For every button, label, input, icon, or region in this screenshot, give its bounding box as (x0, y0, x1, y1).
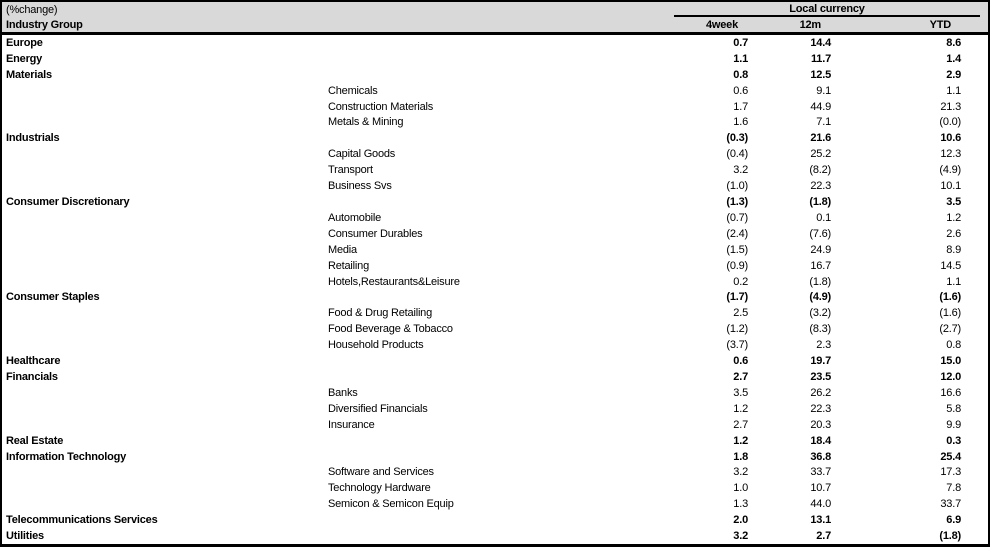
table-row (2, 369, 988, 385)
value-ytd: (1.6) (939, 291, 961, 304)
value-4week: (1.5) (726, 243, 748, 256)
row-label: Metals & Mining (328, 116, 404, 129)
value-4week: (1.7) (726, 291, 748, 304)
value-4week: (0.4) (726, 148, 748, 161)
value-ytd: 1.2 (946, 211, 961, 224)
row-label: Food & Drug Retailing (328, 307, 433, 320)
value-12m: 14.4 (810, 36, 831, 49)
value-12m: 13.1 (810, 514, 831, 527)
value-4week: 0.2 (733, 275, 748, 288)
row-label: Telecommunications Services (6, 514, 158, 527)
row-label: Insurance (328, 418, 375, 431)
value-12m: 22.3 (810, 180, 831, 193)
row-label: Automobile (328, 211, 382, 224)
value-4week: 1.2 (733, 402, 748, 415)
row-label: Europe (6, 36, 43, 49)
value-ytd: 2.9 (946, 68, 961, 81)
table-header (2, 2, 988, 35)
value-ytd: (1.6) (939, 307, 961, 320)
column-header-4week: 4week (705, 18, 738, 31)
value-ytd: 3.5 (946, 196, 961, 209)
value-ytd: 10.6 (940, 132, 961, 145)
pct-change-label: (%change) (6, 3, 58, 16)
value-12m: (1.8) (809, 196, 831, 209)
value-4week: 0.7 (733, 36, 748, 49)
row-label: Healthcare (6, 355, 61, 368)
value-12m: 10.7 (810, 482, 831, 495)
row-label: Consumer Durables (328, 227, 423, 240)
row-label: Consumer Staples (6, 291, 100, 304)
table-row (2, 258, 988, 274)
value-12m: 22.3 (810, 402, 831, 415)
value-4week: 3.2 (733, 164, 748, 177)
value-ytd: 5.8 (946, 402, 961, 415)
value-ytd: 10.1 (940, 180, 961, 193)
row-label: Consumer Discretionary (6, 196, 130, 209)
row-label: Software and Services (328, 466, 434, 479)
value-4week: (1.3) (726, 196, 748, 209)
table-row (2, 305, 988, 321)
value-12m: (4.9) (809, 291, 831, 304)
value-ytd: 21.3 (940, 100, 961, 113)
column-header-12m: 12m (799, 18, 821, 31)
value-4week: 0.8 (733, 68, 748, 81)
table-row (2, 480, 988, 496)
row-label: Household Products (328, 339, 424, 352)
value-4week: (3.7) (726, 339, 748, 352)
value-12m: (8.2) (809, 164, 831, 177)
row-label: Technology Hardware (328, 482, 431, 495)
row-label: Financials (6, 370, 58, 383)
table-row (2, 67, 988, 83)
value-12m: (1.8) (809, 275, 831, 288)
value-12m: 19.7 (810, 355, 831, 368)
value-ytd: 12.0 (940, 370, 961, 383)
value-ytd: 1.1 (946, 84, 961, 97)
row-label: Construction Materials (328, 100, 434, 113)
value-4week: 3.5 (733, 386, 748, 399)
value-4week: 0.6 (733, 355, 748, 368)
value-12m: 18.4 (810, 434, 831, 447)
value-12m: 16.7 (810, 259, 831, 272)
value-ytd: 1.1 (946, 275, 961, 288)
value-12m: 33.7 (810, 466, 831, 479)
table-row (2, 35, 988, 51)
table-row (2, 385, 988, 401)
value-ytd: (4.9) (939, 164, 961, 177)
row-label: Materials (6, 68, 52, 81)
value-12m: 44.0 (810, 498, 831, 511)
value-ytd: 6.9 (946, 514, 961, 527)
value-4week: 2.7 (733, 418, 748, 431)
value-4week: (2.4) (726, 227, 748, 240)
value-ytd: 0.8 (946, 339, 961, 352)
value-4week: 3.2 (733, 530, 748, 543)
value-4week: 2.0 (733, 514, 748, 527)
value-ytd: 8.6 (946, 36, 961, 49)
value-ytd: 25.4 (940, 450, 961, 463)
value-ytd: 2.6 (946, 227, 961, 240)
value-ytd: 16.6 (940, 386, 961, 399)
value-12m: 2.3 (816, 339, 831, 352)
row-label: Energy (6, 52, 43, 65)
value-ytd: 9.9 (946, 418, 961, 431)
value-12m: 25.2 (810, 148, 831, 161)
row-label: Information Technology (6, 450, 127, 463)
value-4week: (0.7) (726, 211, 748, 224)
table-row (2, 210, 988, 226)
value-12m: 20.3 (810, 418, 831, 431)
row-label: Transport (328, 164, 373, 177)
row-label: Semicon & Semicon Equip (328, 498, 454, 511)
value-ytd: 17.3 (940, 466, 961, 479)
column-header-ytd: YTD (929, 18, 951, 31)
currency-group-label: Local currency (789, 2, 865, 15)
row-label: Industrials (6, 132, 60, 145)
row-label: Hotels,Restaurants&Leisure (328, 275, 460, 288)
value-ytd: 7.8 (946, 482, 961, 495)
row-label: Business Svs (328, 180, 392, 193)
table-row (2, 290, 988, 306)
table-row (2, 401, 988, 417)
value-4week: 1.1 (733, 52, 748, 65)
industry-group-header: Industry Group (6, 18, 83, 31)
value-ytd: 15.0 (940, 355, 961, 368)
table-row (2, 194, 988, 210)
value-12m: 12.5 (810, 68, 831, 81)
row-label: Media (328, 243, 357, 256)
table-row (2, 464, 988, 480)
value-4week: 1.0 (733, 482, 748, 495)
value-4week: 1.6 (733, 116, 748, 129)
value-12m: 26.2 (810, 386, 831, 399)
value-12m: 7.1 (816, 116, 831, 129)
value-4week: 0.6 (733, 84, 748, 97)
table-row (2, 83, 988, 99)
value-4week: (0.9) (726, 259, 748, 272)
value-ytd: (1.8) (939, 530, 961, 543)
value-4week: (1.2) (726, 323, 748, 336)
value-ytd: 14.5 (940, 259, 961, 272)
table-row (2, 353, 988, 369)
value-12m: (8.3) (809, 323, 831, 336)
table-row (2, 512, 988, 528)
table-row (2, 51, 988, 67)
row-label: Chemicals (328, 84, 378, 97)
value-12m: 23.5 (810, 370, 831, 383)
row-label: Diversified Financials (328, 402, 428, 415)
table-header-row-top (2, 2, 988, 17)
value-12m: (3.2) (809, 307, 831, 320)
value-4week: 1.3 (733, 498, 748, 511)
row-label: Utilities (6, 530, 44, 543)
value-4week: 1.8 (733, 450, 748, 463)
table-row (2, 242, 988, 258)
table-row (2, 178, 988, 194)
value-12m: 44.9 (810, 100, 831, 113)
value-ytd: 0.3 (946, 434, 961, 447)
table-row (2, 226, 988, 242)
value-4week: 1.7 (733, 100, 748, 113)
table-row (2, 417, 988, 433)
table-row (2, 146, 988, 162)
value-ytd: 1.4 (946, 52, 961, 65)
table-row (2, 162, 988, 178)
table-header-row-columns (2, 17, 988, 32)
table-row (2, 433, 988, 449)
table-row (2, 99, 988, 115)
row-label: Banks (328, 386, 358, 399)
value-12m: 9.1 (816, 84, 831, 97)
table-row (2, 449, 988, 465)
row-label: Food Beverage & Tobacco (328, 323, 453, 336)
value-12m: 24.9 (810, 243, 831, 256)
row-label: Retailing (328, 259, 370, 272)
value-ytd: (0.0) (939, 116, 961, 129)
value-4week: 2.5 (733, 307, 748, 320)
value-4week: (1.0) (726, 180, 748, 193)
table-body (2, 35, 988, 544)
value-ytd: 12.3 (940, 148, 961, 161)
table-row (2, 528, 988, 544)
value-12m: 0.1 (816, 211, 831, 224)
table-row (2, 274, 988, 290)
value-12m: 21.6 (810, 132, 831, 145)
table-row (2, 496, 988, 512)
value-4week: 1.2 (733, 434, 748, 447)
value-ytd: (2.7) (939, 323, 961, 336)
value-12m: (7.6) (809, 227, 831, 240)
row-label: Real Estate (6, 434, 64, 447)
value-12m: 11.7 (810, 52, 831, 65)
value-12m: 2.7 (816, 530, 831, 543)
table-row (2, 130, 988, 146)
value-12m: 36.8 (810, 450, 831, 463)
table-row (2, 321, 988, 337)
value-4week: (0.3) (726, 132, 748, 145)
value-4week: 2.7 (733, 370, 748, 383)
value-ytd: 8.9 (946, 243, 961, 256)
row-label: Capital Goods (328, 148, 396, 161)
table-row (2, 115, 988, 131)
value-ytd: 33.7 (940, 498, 961, 511)
value-4week: 3.2 (733, 466, 748, 479)
table-row (2, 337, 988, 353)
currency-group-header (674, 2, 980, 17)
